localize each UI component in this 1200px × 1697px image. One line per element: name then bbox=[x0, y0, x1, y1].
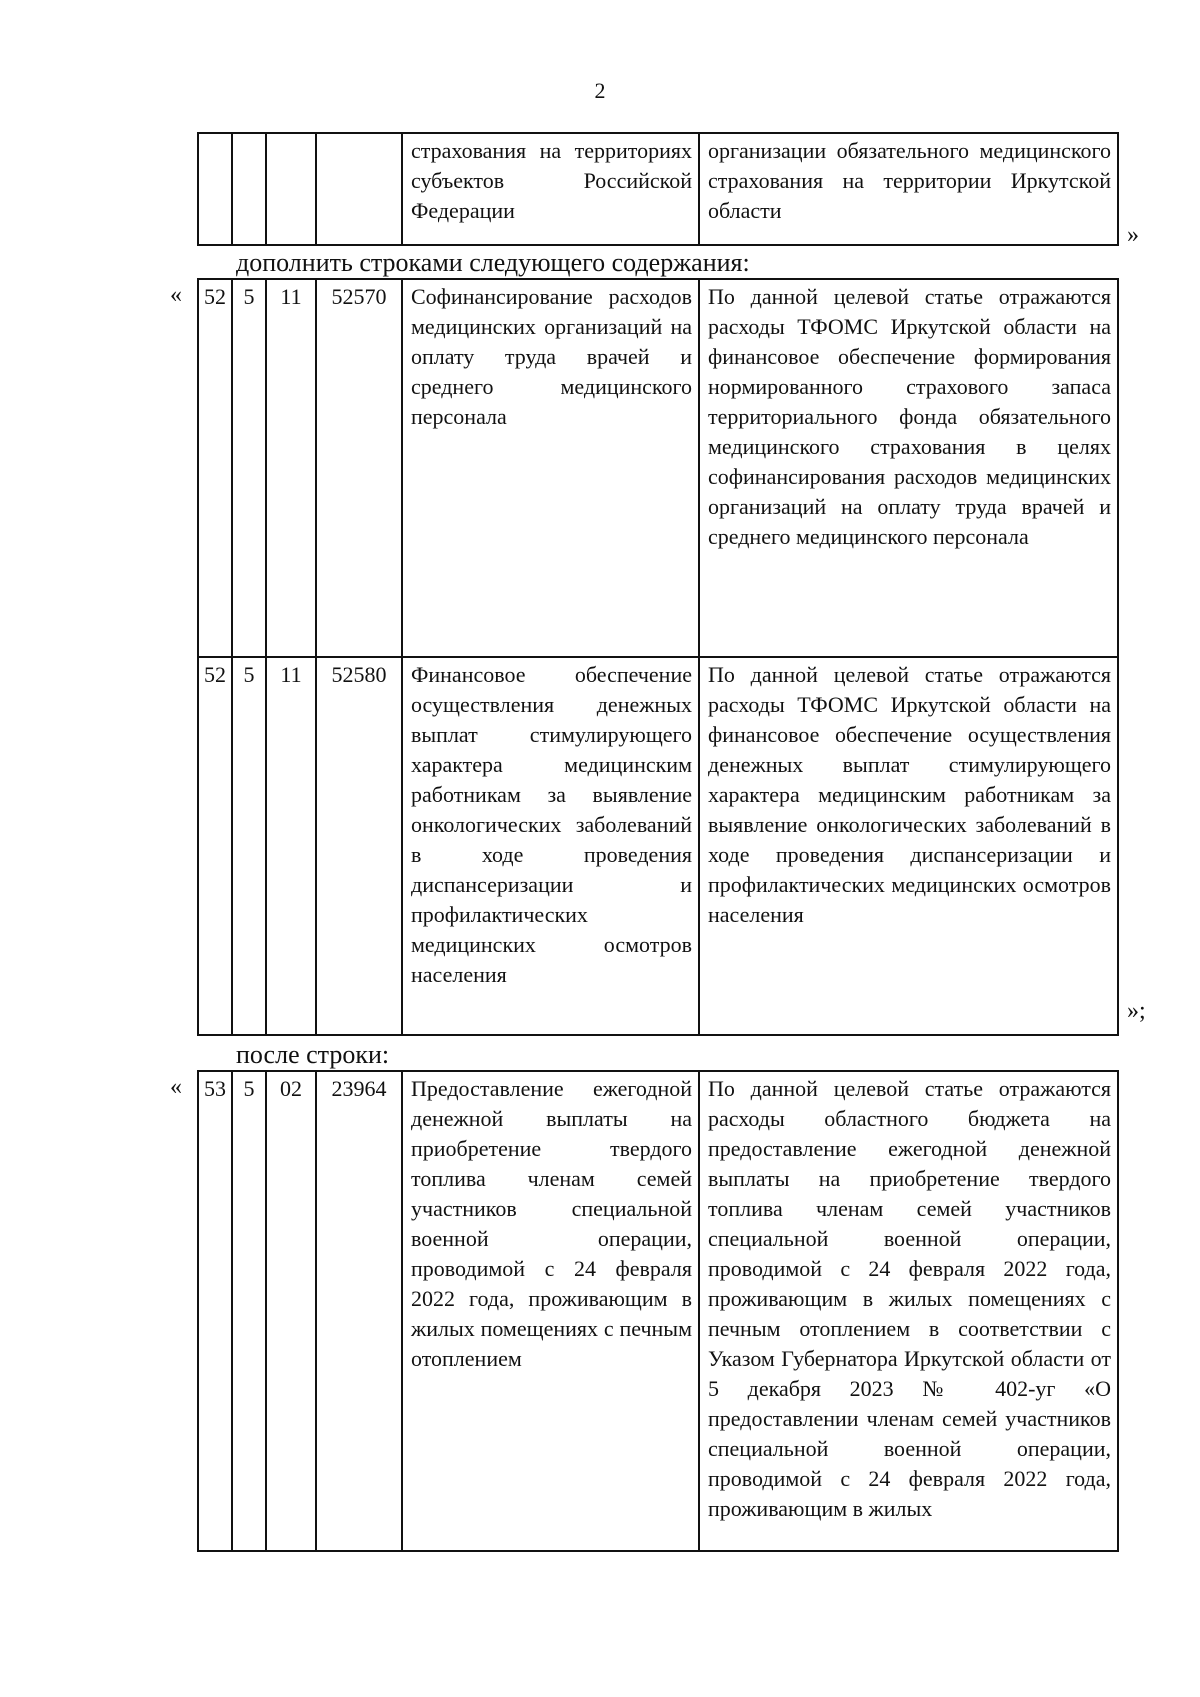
instruction-add-rows: дополнить строками следующего содержания: bbox=[236, 248, 750, 277]
cell-code-4: 52580 bbox=[316, 657, 402, 1035]
table-row bbox=[198, 133, 1118, 245]
cell-code-2: 5 bbox=[232, 279, 266, 657]
cell-code-2: 5 bbox=[232, 1071, 266, 1551]
cell-code-4: 23964 bbox=[316, 1071, 402, 1551]
cell-code-1: 52 bbox=[198, 279, 232, 657]
cell-code-4: 52570 bbox=[316, 279, 402, 657]
cell-code-3: 02 bbox=[266, 1071, 316, 1551]
cell-description: Финансовое обеспечение осуществления денежных выплат стимулирующего характера медицинским работникам за выявление онкологических заболеваний в ходе проведения диспансеризации и профилактических медицинских осмотров населения bbox=[402, 657, 699, 1035]
cell-comment: По данной целевой статье отражаются расходы ТФОМС Иркутской области на финансовое обеспечение осуществления денежных выплат стимулирующего характера медицинским работникам за выявление онкологических заболеваний в ходе проведения диспансеризации и профилактических медицинских осмотров населения bbox=[699, 657, 1118, 1035]
instruction-after-row: после строки: bbox=[236, 1040, 390, 1069]
table-row bbox=[198, 657, 1118, 1035]
cell-description: страхования на территориях субъектов Российской Федерации bbox=[402, 133, 699, 245]
table-row bbox=[198, 1071, 1118, 1551]
cell-empty bbox=[266, 133, 316, 245]
opening-quote-mark: « bbox=[170, 282, 182, 308]
page-number: 2 bbox=[594, 78, 606, 103]
cell-empty bbox=[198, 133, 232, 245]
cell-description: Предоставление ежегодной денежной выплаты на приобретение твердого топлива членам семей участников специальной военной операции, проводимой с 24 февраля 2022 года, проживающим в жилых помещениях с печным отоплением bbox=[402, 1071, 699, 1551]
closing-quote-semicolon: »; bbox=[1127, 998, 1146, 1024]
cell-code-3: 11 bbox=[266, 657, 316, 1035]
cell-code-1: 53 bbox=[198, 1071, 232, 1551]
after-row-table bbox=[197, 1070, 1119, 1552]
cell-empty bbox=[316, 133, 402, 245]
cell-code-3: 11 bbox=[266, 279, 316, 657]
closing-quote-mark: » bbox=[1127, 222, 1139, 248]
opening-quote-mark: « bbox=[170, 1074, 182, 1100]
cell-empty bbox=[232, 133, 266, 245]
cell-code-2: 5 bbox=[232, 657, 266, 1035]
cell-description: Софинансирование расходов медицинских организаций на оплату труда врачей и среднего медицинского персонала bbox=[402, 279, 699, 657]
cell-comment: организации обязательного медицинского страхования на территории Иркутской области bbox=[699, 133, 1118, 245]
table-row bbox=[198, 279, 1118, 657]
added-rows-table bbox=[197, 278, 1119, 1036]
cell-code-1: 52 bbox=[198, 657, 232, 1035]
continued-table bbox=[197, 132, 1119, 246]
cell-comment: По данной целевой статье отражаются расходы ТФОМС Иркутской области на финансовое обеспечение формирования нормированного страхового запаса территориального фонда обязательного медицинского страхования в целях софинансирования расходов медицинских организаций на оплату труда врачей и среднего медицинского персонала bbox=[699, 279, 1118, 657]
cell-comment: По данной целевой статье отражаются расходы областного бюджета на предоставление ежегодной денежной выплаты на приобретение твердого топлива членам семей участников специальной военной операции, проводимой с 24 февраля 2022 года, проживающим в жилых помещениях с печным отоплением в соответствии с Указом Губернатора Иркутской области от 5 декабря 2023 № 402-уг «О предоставлении членам семей участников специальной военной операции, проводимой с 24 февраля 2022 года, проживающим в жилых bbox=[699, 1071, 1118, 1551]
